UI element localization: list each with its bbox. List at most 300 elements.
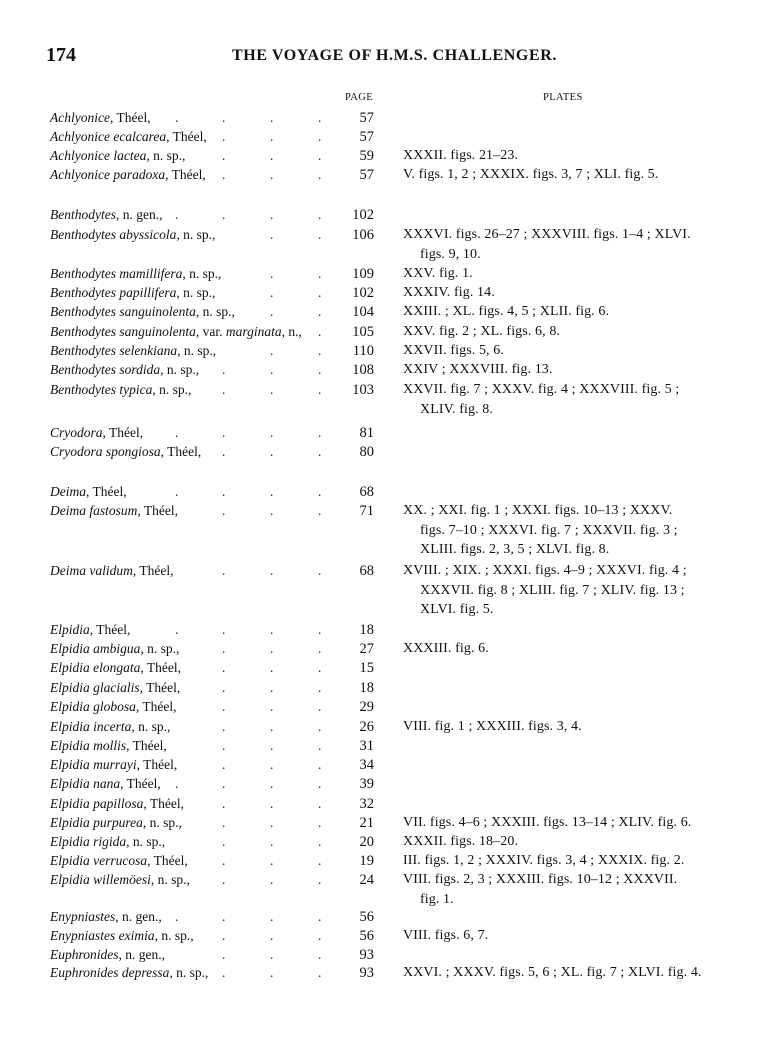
index-entry — [0, 738, 776, 757]
genus-name: Deima — [50, 563, 86, 578]
species-name — [50, 266, 221, 282]
dot-leader: . — [222, 129, 226, 144]
dot-leader: . — [318, 167, 322, 182]
index-entry — [0, 362, 776, 381]
species-epithet: fastosum — [89, 503, 138, 518]
index-entry — [0, 484, 776, 503]
authority: , Théel, — [140, 660, 181, 675]
column-heading-plates: PLATES — [543, 92, 583, 103]
species-name — [50, 738, 167, 754]
species-name — [50, 834, 165, 850]
species-name — [50, 909, 162, 925]
genus-name: Enypniastes — [50, 909, 116, 924]
species-epithet: ecalcarea — [113, 129, 167, 144]
species-name — [50, 815, 182, 831]
species-epithet: validum — [89, 563, 133, 578]
species-name — [50, 965, 208, 981]
species-epithet: typica — [119, 382, 153, 397]
page-reference: 93 — [359, 947, 374, 963]
index-entry — [0, 757, 776, 776]
plate-references-continued: XLIV. fig. 8. — [420, 401, 493, 417]
page-reference: 105 — [352, 324, 374, 340]
plate-references: VII. figs. 4–6 ; XXXIII. figs. 13–14 ; XLIV. fig. 6. — [403, 815, 692, 830]
species-name — [50, 425, 143, 441]
genus-name: Elpidia — [50, 719, 90, 734]
species-epithet: depressa — [121, 965, 170, 980]
authority: , n. sp., — [195, 304, 235, 319]
dot-leader: . — [270, 362, 274, 377]
species-name — [50, 324, 302, 340]
dot-leader: . — [270, 641, 274, 656]
genus-name: Elpidia — [50, 796, 90, 811]
species-epithet: abyssicola — [119, 227, 177, 242]
genus-name: Achlyonice — [50, 110, 110, 125]
species-epithet: sordida — [119, 362, 161, 377]
dot-leader: . — [318, 853, 322, 868]
authority: , Théel, — [120, 776, 161, 791]
index-entry — [0, 304, 776, 323]
index-entry — [0, 776, 776, 795]
page-reference: 34 — [359, 757, 374, 773]
plate-references-continued: XXXVII. fig. 8 ; XLIII. fig. 7 ; XLIV. fig. 13 ; — [420, 582, 685, 598]
dot-leader: . — [270, 207, 274, 222]
dot-leader: . — [318, 503, 322, 518]
authority: , Théel, — [139, 680, 181, 695]
page-reference: 71 — [359, 503, 374, 519]
column-heading-page: PAGE — [345, 92, 374, 103]
authority: , Théel, — [160, 444, 202, 459]
authority: , Théel, — [86, 484, 127, 499]
dot-leader: . — [222, 425, 226, 440]
index-entry — [0, 285, 776, 304]
plate-references: VIII. figs. 6, 7. — [403, 928, 489, 943]
plate-references: XX. ; XXI. fig. 1 ; XXXI. figs. 10–13 ; XXXV. — [403, 503, 673, 518]
index-entry — [0, 699, 776, 718]
species-epithet: mamillifera — [119, 266, 183, 281]
authority: , n. sp., — [126, 834, 166, 849]
dot-leader: . — [318, 148, 322, 163]
species-epithet: willemöesi — [93, 872, 151, 887]
page-reference: 68 — [359, 563, 374, 579]
index-entry — [0, 167, 776, 186]
index-entry — [0, 343, 776, 362]
dot-leader: . — [318, 738, 322, 753]
genus-name: Deima — [50, 503, 86, 518]
genus-name: Elpidia — [50, 776, 90, 791]
dot-leader: . — [318, 110, 322, 125]
index-entry — [0, 503, 776, 557]
genus-name: Benthodytes — [50, 324, 116, 339]
plate-references: XXV. fig. 1. — [403, 266, 473, 281]
index-entry — [0, 148, 776, 167]
species-name — [50, 167, 206, 183]
dot-leader: . — [270, 815, 274, 830]
dot-leader: . — [270, 110, 274, 125]
dot-leader: . — [318, 129, 322, 144]
species-name — [50, 285, 215, 301]
genus-name: Euphronides — [50, 947, 119, 962]
species-epithet: glacialis — [93, 680, 140, 695]
dot-leader: . — [318, 227, 322, 242]
species-epithet: rigida — [93, 834, 127, 849]
index-entry — [0, 834, 776, 853]
genus-name: Benthodytes — [50, 207, 116, 222]
dot-leader: . — [222, 660, 226, 675]
page-reference: 57 — [359, 167, 374, 183]
dot-leader: . — [318, 928, 322, 943]
species-epithet: murrayi — [93, 757, 137, 772]
species-name — [50, 660, 181, 676]
page-number: 174 — [46, 44, 76, 66]
authority: , Théel, — [126, 738, 167, 753]
authority: , Théel, — [137, 503, 179, 518]
dot-leader: . — [222, 484, 226, 499]
index-entry — [0, 207, 776, 226]
dot-leader: . — [270, 947, 274, 962]
dot-leader: . — [222, 776, 226, 791]
dot-leader: . — [222, 110, 226, 125]
dot-leader: . — [175, 425, 179, 440]
authority: , Théel, — [147, 853, 188, 868]
dot-leader: . — [318, 719, 322, 734]
genus-name: Benthodytes — [50, 304, 116, 319]
genus-name: Benthodytes — [50, 362, 116, 377]
dot-leader: . — [222, 834, 226, 849]
dot-leader: . — [270, 928, 274, 943]
dot-leader: . — [270, 444, 274, 459]
dot-leader: . — [270, 909, 274, 924]
dot-leader: . — [175, 622, 179, 637]
page-reference: 104 — [352, 304, 374, 320]
plate-references: XXVII. fig. 7 ; XXXV. fig. 4 ; XXXVIII. fig. 5 ; — [403, 382, 680, 397]
page-reference: 93 — [359, 965, 374, 981]
dot-leader: . — [318, 965, 322, 980]
dot-leader: . — [270, 622, 274, 637]
species-name — [50, 699, 177, 715]
dot-leader: . — [318, 266, 322, 281]
dot-leader: . — [270, 503, 274, 518]
dot-leader: . — [270, 796, 274, 811]
dot-leader: . — [318, 699, 322, 714]
authority: , n. sp., — [152, 382, 192, 397]
genus-name: Elpidia — [50, 622, 90, 637]
dot-leader: . — [270, 266, 274, 281]
page-reference: 109 — [352, 266, 374, 282]
dot-leader: . — [318, 484, 322, 499]
dot-leader: . — [222, 909, 226, 924]
page-reference: 18 — [359, 680, 374, 696]
genus-name: Benthodytes — [50, 343, 116, 358]
dot-leader: . — [222, 965, 226, 980]
species-epithet: papillosa — [93, 796, 144, 811]
dot-leader: . — [270, 719, 274, 734]
dot-leader: . — [222, 738, 226, 753]
page-reference: 24 — [359, 872, 374, 888]
species-name — [50, 563, 174, 579]
page-reference: 39 — [359, 776, 374, 792]
authority: , n. gen., — [115, 909, 162, 924]
authority: , n. sp., — [176, 227, 216, 242]
dot-leader: . — [222, 444, 226, 459]
plate-references: XXV. fig. 2 ; XL. figs. 6, 8. — [403, 324, 561, 339]
page-reference: 57 — [359, 129, 374, 145]
dot-leader: . — [318, 796, 322, 811]
authority: , Théel, — [165, 167, 206, 182]
dot-leader: . — [318, 757, 322, 772]
index-entry — [0, 660, 776, 679]
genus-name: Elpidia — [50, 738, 90, 753]
dot-leader: . — [270, 425, 274, 440]
index-entry — [0, 796, 776, 815]
species-name — [50, 757, 177, 773]
genus-name: Cryodora — [50, 425, 103, 440]
index-entry — [0, 641, 776, 660]
authority: , n. sp., — [146, 148, 186, 163]
dot-leader: . — [318, 776, 322, 791]
species-name — [50, 503, 178, 519]
dot-leader: . — [318, 834, 322, 849]
dot-leader: . — [318, 444, 322, 459]
plate-references: XXIII. ; XL. figs. 4, 5 ; XLII. fig. 6. — [403, 304, 610, 319]
dot-leader: . — [175, 110, 179, 125]
species-name — [50, 719, 170, 735]
species-name — [50, 207, 162, 223]
index-entry — [0, 324, 776, 343]
dot-leader: . — [270, 343, 274, 358]
species-epithet: nana — [93, 776, 121, 791]
genus-name: Achlyonice — [50, 129, 110, 144]
dot-leader: . — [318, 947, 322, 962]
species-epithet: paradoxa — [113, 167, 166, 182]
dot-leader: . — [222, 796, 226, 811]
dot-leader: . — [222, 148, 226, 163]
genus-name: Elpidia — [50, 853, 90, 868]
variety-name: marginata — [225, 324, 282, 339]
species-name — [50, 362, 199, 378]
variety-authority: , n., — [281, 324, 302, 339]
dot-leader: . — [222, 622, 226, 637]
page-reference: 27 — [359, 641, 374, 657]
dot-leader: . — [222, 719, 226, 734]
dot-leader: . — [175, 776, 179, 791]
dot-leader: . — [318, 660, 322, 675]
plate-references: XXVI. ; XXXV. figs. 5, 6 ; XL. fig. 7 ; XLVI. fig. 4. — [403, 965, 702, 980]
species-name — [50, 129, 207, 145]
genus-name: Elpidia — [50, 641, 90, 656]
plate-references: VIII. figs. 2, 3 ; XXXIII. figs. 10–12 ; XXXVII. — [403, 872, 678, 887]
plate-references: VIII. fig. 1 ; XXXIII. figs. 3, 4. — [403, 719, 582, 734]
plate-references-continued: XLVI. fig. 5. — [420, 602, 494, 617]
page-reference: 29 — [359, 699, 374, 715]
species-epithet: selenkiana — [119, 343, 178, 358]
plate-references: V. figs. 1, 2 ; XXXIX. figs. 3, 7 ; XLI. fig. 5. — [403, 167, 659, 182]
dot-leader: . — [318, 324, 322, 339]
dot-leader: . — [222, 947, 226, 962]
dot-leader: . — [270, 129, 274, 144]
dot-leader: . — [270, 853, 274, 868]
dot-leader: . — [270, 227, 274, 242]
authority: , Théel, — [102, 425, 144, 440]
genus-name: Elpidia — [50, 834, 90, 849]
index-entry — [0, 815, 776, 834]
index-entry — [0, 853, 776, 872]
dot-leader: . — [222, 167, 226, 182]
dot-leader: . — [318, 872, 322, 887]
species-name — [50, 227, 215, 243]
dot-leader: . — [270, 965, 274, 980]
page-reference: 21 — [359, 815, 374, 831]
dot-leader: . — [222, 207, 226, 222]
dot-leader: . — [222, 362, 226, 377]
index-entry — [0, 872, 776, 907]
authority: , Théel, — [89, 622, 131, 637]
species-epithet: sanguinolenta — [119, 324, 196, 339]
dot-leader: . — [318, 909, 322, 924]
authority: , n. sp., — [131, 719, 171, 734]
dot-leader: . — [270, 660, 274, 675]
index-entry — [0, 719, 776, 738]
genus-name: Elpidia — [50, 660, 90, 675]
plate-references: XXXIV. fig. 14. — [403, 285, 495, 300]
species-name — [50, 110, 151, 126]
index-entry — [0, 622, 776, 641]
species-epithet: elongata — [93, 660, 141, 675]
page-reference: 26 — [359, 719, 374, 735]
species-name — [50, 872, 190, 888]
dot-leader: . — [175, 484, 179, 499]
plate-references-continued: figs. 9, 10. — [420, 246, 481, 262]
plate-references-continued: fig. 1. — [420, 891, 454, 907]
genus-name: Benthodytes — [50, 382, 116, 397]
dot-leader: . — [318, 815, 322, 830]
genus-name: Elpidia — [50, 872, 90, 887]
page-reference: 18 — [359, 622, 374, 638]
plate-references-continued: figs. 7–10 ; XXXVI. fig. 7 ; XXXVII. fig. 3 ; — [420, 522, 678, 538]
authority: , n. sp., — [177, 343, 217, 358]
page-reference: 110 — [352, 343, 374, 359]
index-entry — [0, 965, 776, 984]
dot-leader: . — [318, 425, 322, 440]
authority: , n. sp., — [150, 872, 190, 887]
species-name — [50, 484, 127, 500]
index-entry — [0, 928, 776, 947]
genus-name: Elpidia — [50, 815, 90, 830]
index-entry — [0, 129, 776, 148]
index-entry — [0, 227, 776, 262]
species-epithet: lactea — [113, 148, 147, 163]
plate-references: XXXII. figs. 18–20. — [403, 834, 519, 849]
genus-name: Euphronides — [50, 965, 119, 980]
species-name — [50, 444, 201, 460]
page-reference: 80 — [359, 444, 374, 460]
dot-leader: . — [270, 167, 274, 182]
species-name — [50, 776, 161, 792]
species-epithet: spongiosa — [105, 444, 161, 459]
dot-leader: . — [222, 563, 226, 578]
dot-leader: . — [270, 304, 274, 319]
dot-leader: . — [318, 563, 322, 578]
page-reference: 106 — [352, 227, 374, 243]
authority: , n. sp., — [176, 285, 216, 300]
genus-name: Cryodora — [50, 444, 103, 459]
dot-leader: . — [222, 815, 226, 830]
dot-leader: . — [318, 207, 322, 222]
dot-leader: . — [318, 680, 322, 695]
dot-leader: . — [270, 699, 274, 714]
authority: , Théel, — [109, 110, 151, 125]
page-reference: 59 — [359, 148, 374, 164]
genus-name: Benthodytes — [50, 266, 116, 281]
dot-leader: . — [175, 909, 179, 924]
dot-leader: . — [318, 343, 322, 358]
genus-name: Achlyonice — [50, 148, 110, 163]
species-name — [50, 148, 185, 164]
dot-leader: . — [222, 853, 226, 868]
page-reference: 81 — [359, 425, 374, 441]
species-name — [50, 853, 188, 869]
index-entry — [0, 444, 776, 463]
species-epithet: eximia — [118, 928, 155, 943]
genus-name: Enypniastes — [50, 928, 116, 943]
species-name — [50, 622, 130, 638]
dot-leader: . — [270, 285, 274, 300]
plate-references: XXXII. figs. 21–23. — [403, 148, 519, 163]
index-entry — [0, 382, 776, 417]
dot-leader: . — [270, 834, 274, 849]
page-reference: 56 — [359, 909, 374, 925]
dot-leader: . — [270, 563, 274, 578]
species-epithet: verrucosa — [93, 853, 148, 868]
plate-references-continued: XLIII. figs. 2, 3, 5 ; XLVI. fig. 8. — [420, 542, 610, 557]
dot-leader: . — [222, 757, 226, 772]
authority: , n. gen., — [118, 947, 165, 962]
plate-references: XXXIII. fig. 6. — [403, 641, 489, 656]
dot-leader: . — [270, 738, 274, 753]
index-entry — [0, 110, 776, 129]
species-epithet: sanguinolenta — [119, 304, 196, 319]
dot-leader: . — [222, 680, 226, 695]
species-name — [50, 343, 216, 359]
index-entry — [0, 947, 776, 966]
authority: , n. sp., — [169, 965, 209, 980]
genus-name: Achlyonice — [50, 167, 110, 182]
genus-name: Elpidia — [50, 699, 90, 714]
dot-leader: . — [222, 699, 226, 714]
dot-leader: . — [318, 304, 322, 319]
index-entry — [0, 563, 776, 617]
index-entry — [0, 266, 776, 285]
authority: , n. sp., — [160, 362, 200, 377]
authority: , Théel, — [132, 563, 174, 578]
dot-leader: . — [222, 382, 226, 397]
page-reference: 68 — [359, 484, 374, 500]
authority: , var. — [195, 324, 226, 339]
plate-references: XXXVI. figs. 26–27 ; XXXVIII. figs. 1–4 ; XLVI. — [403, 227, 691, 242]
plate-references: XXVII. figs. 5, 6. — [403, 343, 504, 358]
dot-leader: . — [318, 382, 322, 397]
authority: , n. sp., — [140, 641, 180, 656]
genus-name: Benthodytes — [50, 285, 116, 300]
dot-leader: . — [270, 872, 274, 887]
dot-leader: . — [222, 872, 226, 887]
species-name — [50, 641, 179, 657]
page-reference: 103 — [352, 382, 374, 398]
plate-references: III. figs. 1, 2 ; XXXIV. figs. 3, 4 ; XXXIX. fig. 2. — [403, 853, 685, 868]
page-reference: 102 — [352, 207, 374, 223]
authority: , Théel, — [136, 757, 178, 772]
dot-leader: . — [318, 641, 322, 656]
dot-leader: . — [270, 148, 274, 163]
